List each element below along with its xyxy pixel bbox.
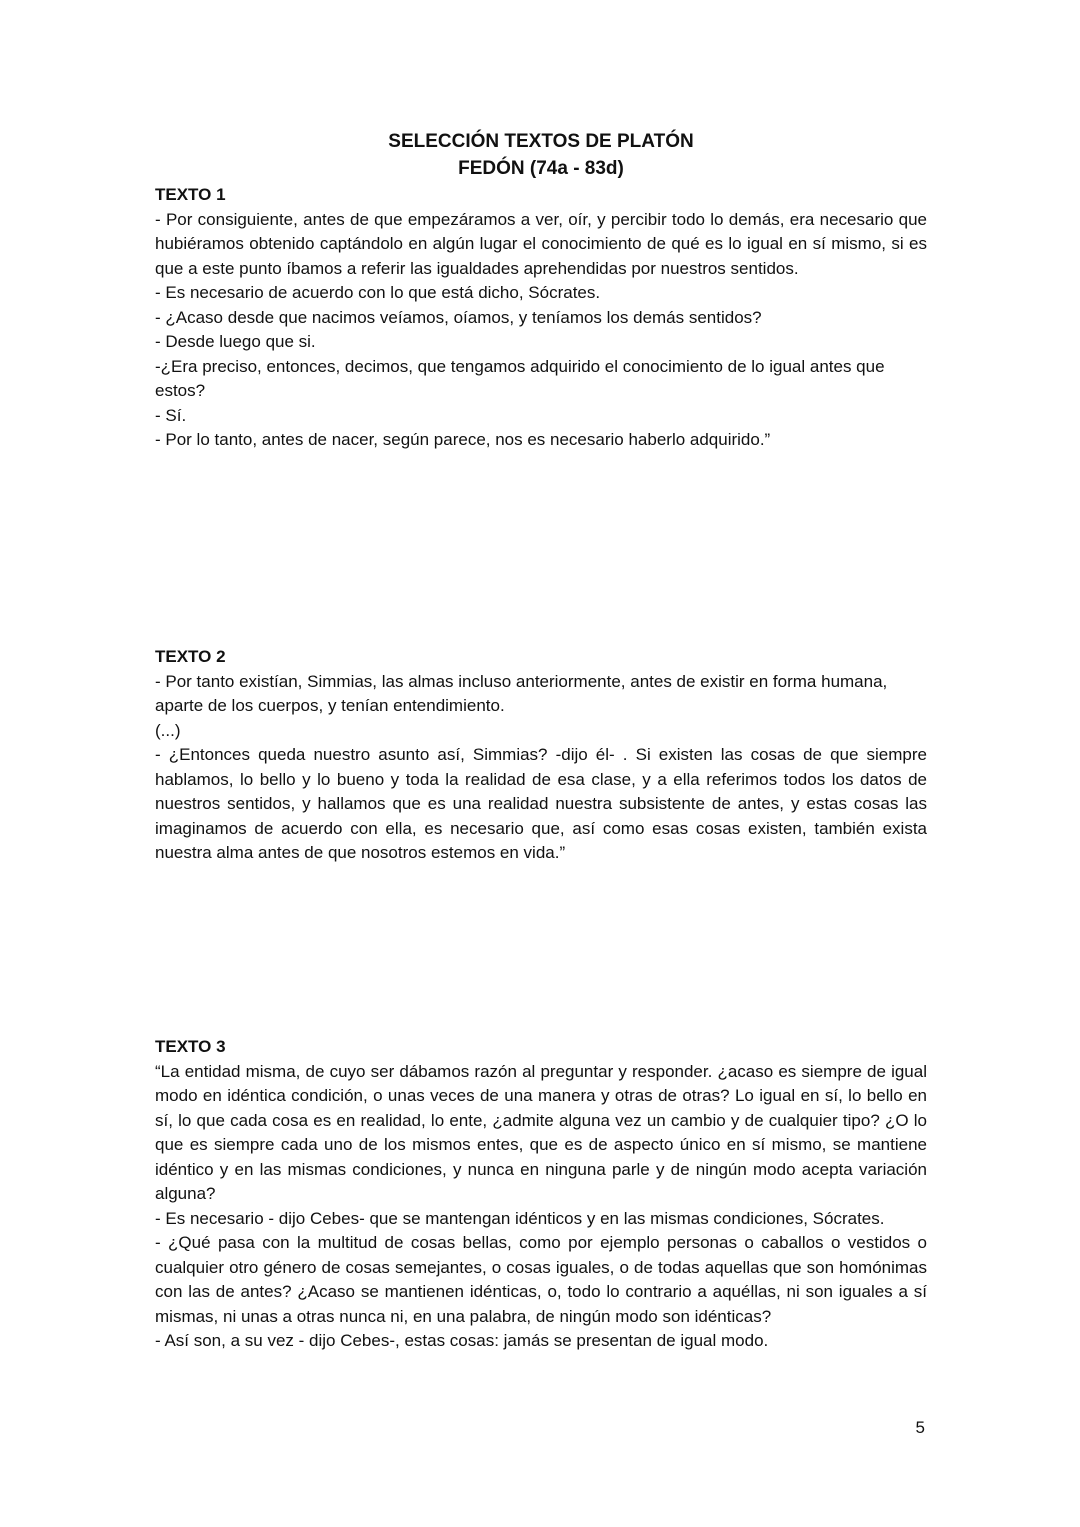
paragraph: - Por tanto existían, Simmias, las almas incluso anteriormente, antes de existir en forma humana, aparte de los cuerpos, y tenían entendimiento. bbox=[155, 671, 888, 715]
page-number: 5 bbox=[915, 1418, 925, 1437]
paragraph: - Es necesario de acuerdo con lo que está dicho, Sócrates. bbox=[155, 283, 601, 302]
section-title: TEXTO 3 bbox=[155, 1037, 226, 1056]
paragraph: - Sí. bbox=[155, 405, 187, 425]
section-texto-3 bbox=[155, 1035, 927, 1354]
section-texto-1 bbox=[155, 183, 927, 453]
paragraph: “La entidad misma, de cuyo ser dábamos razón al preguntar y responder. ¿acaso es siempre de igual modo en idéntica condición, o unas veces de una manera y otras de otras? Lo igual en sí, lo bello en sí, lo que cada cosa es en realidad, lo ente, ¿admite alguna vez un cambio y de cualquier tipo? ¿O lo que es siempre cada uno de los mismos entes, que es de aspecto único en sí mismo, se mantiene idéntico y en las mismas condiciones, y nunca en ninguna parle y de ningún modo acepta variación alguna? bbox=[155, 1061, 927, 1203]
paragraph: - ¿Qué pasa con la multitud de cosas bellas, como por ejemplo personas o caballos o vestidos o cualquier otro género de cosas semejantes, o cosas iguales, o de todas aquellas que son homónimas con las de antes? ¿Acaso se mantienen idénticas, o, todo lo contrario a aquéllas, ni son iguales a sí mismas, ni unas a otras nunca ni, en una palabra, de ningún modo son idénticas? bbox=[155, 1233, 927, 1326]
paragraph: - Desde luego que si. bbox=[155, 332, 316, 351]
document-page bbox=[155, 128, 927, 1350]
paragraph: (...) bbox=[155, 720, 181, 740]
document-title: SELECCIÓN TEXTOS DE PLATÓN bbox=[388, 131, 694, 152]
paragraph: - Por lo tanto, antes de nacer, según parece, nos es necesario haberlo adquirido.” bbox=[155, 430, 771, 449]
paragraph: - Es necesario - dijo Cebes- que se mantengan idénticos y en las mismas condiciones, Sócrates. bbox=[155, 1208, 885, 1228]
paragraph: - Por consiguiente, antes de que empezáramos a ver, oír, y percibir todo lo demás, era necesario que hubiéramos obtenido captándolo en algún lugar el conocimiento de qué es lo igual en sí mismo, si es que a este punto íbamos a referir las igualdades aprehendidas por nuestros sentidos. bbox=[155, 209, 927, 278]
section-title: TEXTO 2 bbox=[155, 647, 226, 666]
paragraph: -¿Era preciso, entonces, decimos, que tengamos adquirido el conocimiento de lo igual antes que estos? bbox=[155, 356, 885, 400]
section-title: TEXTO 1 bbox=[155, 185, 226, 204]
title-block bbox=[155, 128, 927, 182]
paragraph: - Así son, a su vez - dijo Cebes-, estas cosas: jamás se presentan de igual modo. bbox=[155, 1331, 769, 1350]
document-subtitle: FEDÓN (74a - 83d) bbox=[458, 158, 624, 179]
paragraph: - ¿Acaso desde que nacimos veíamos, oíamos, y teníamos los demás sentidos? bbox=[155, 307, 762, 327]
paragraph: - ¿Entonces queda nuestro asunto así, Simmias? -dijo él- . Si existen las cosas de que siempre hablamos, lo bello y lo bueno y toda la realidad de esa clase, y a ella referimos todos los datos de nuestros sentidos, y hallamos que es una realidad nuestra subsistente de antes, y estas cosas las imaginamos de acuerdo con ella, es necesario que, así como esas cosas existen, también exista nuestra alma antes de que nosotros estemos en vida.” bbox=[155, 745, 927, 862]
section-texto-2 bbox=[155, 645, 927, 866]
